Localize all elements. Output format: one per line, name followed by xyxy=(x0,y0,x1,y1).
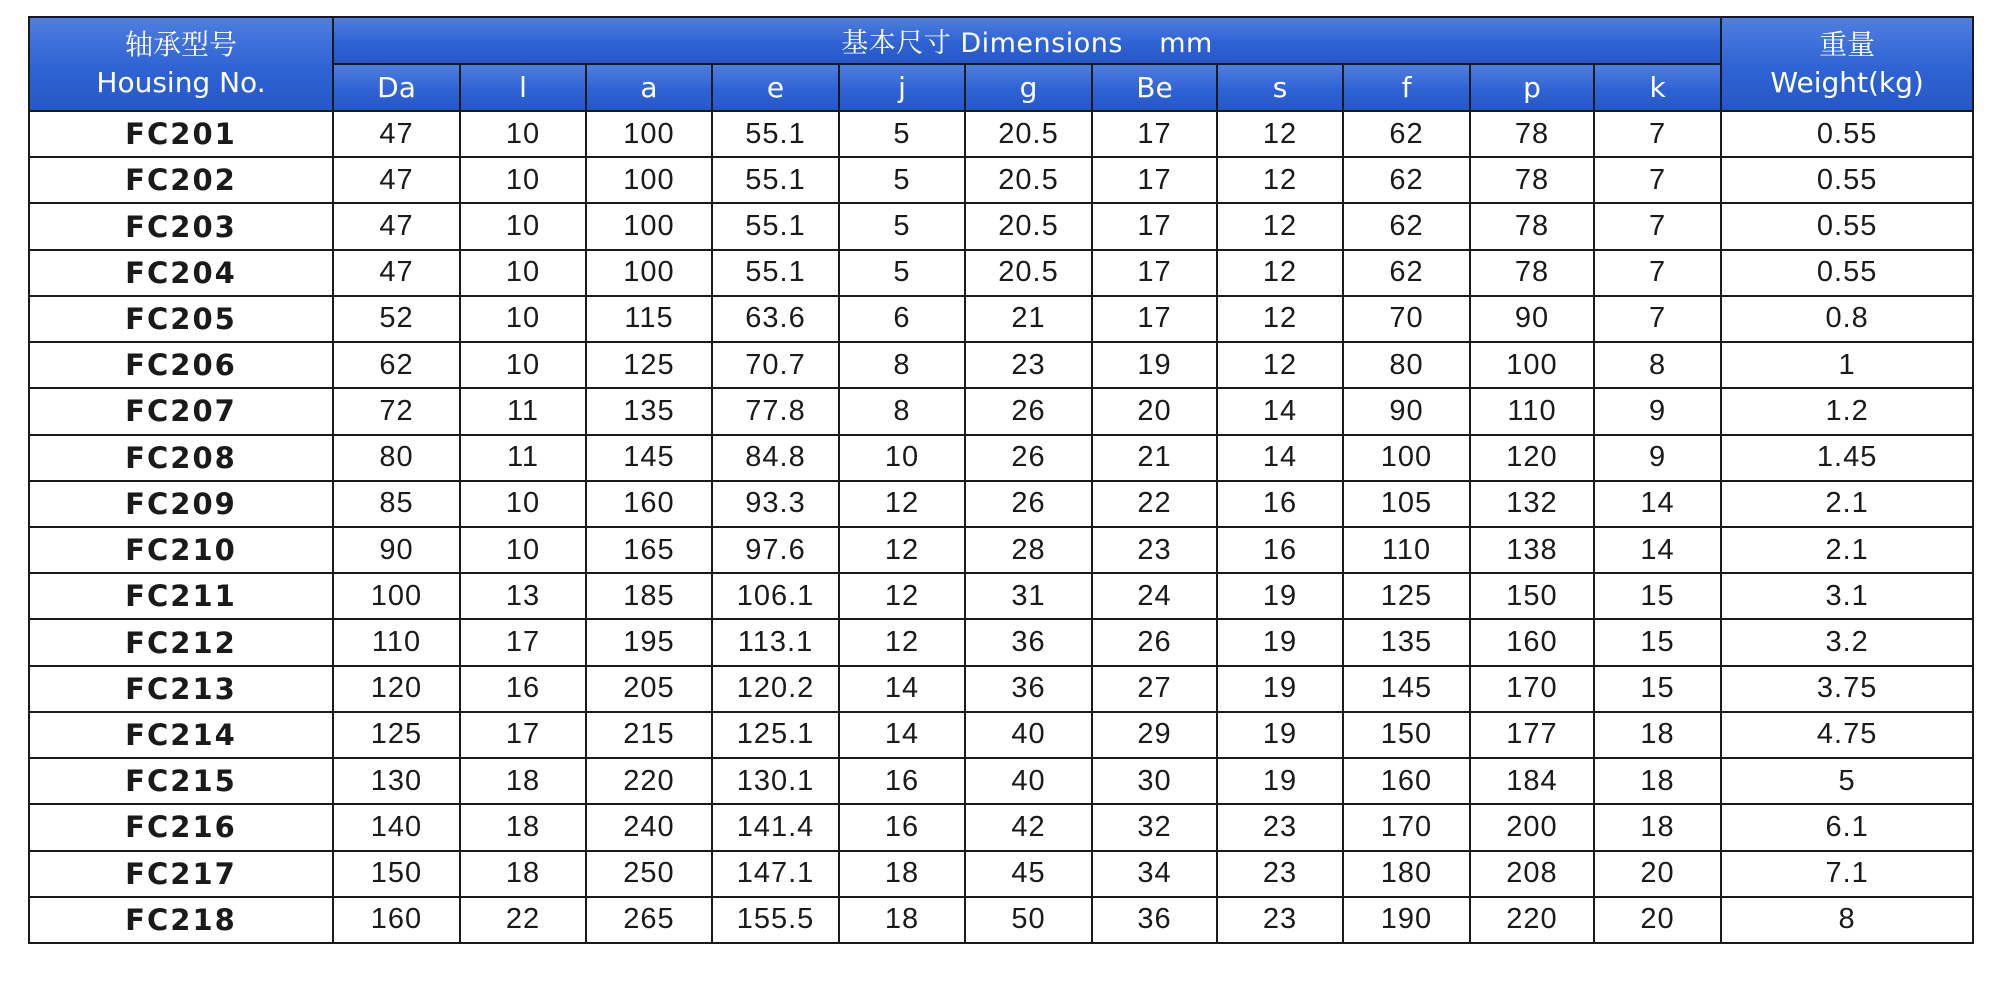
dimension-cell-da: 100 xyxy=(333,573,460,619)
dimension-cell-da: 85 xyxy=(333,481,460,527)
table-row xyxy=(29,157,1973,203)
dimension-cell-l: 13 xyxy=(460,573,586,619)
table-row xyxy=(29,203,1973,249)
table-header xyxy=(29,17,1973,111)
dimension-cell-p: 132 xyxy=(1470,481,1594,527)
dimension-cell-s: 23 xyxy=(1217,897,1343,943)
dimension-cell-g: 40 xyxy=(965,758,1092,804)
dimension-cell-be: 19 xyxy=(1092,342,1217,388)
dimension-cell-k: 20 xyxy=(1594,897,1721,943)
dimension-cell-f: 100 xyxy=(1343,435,1470,481)
dimension-cell-g: 40 xyxy=(965,712,1092,758)
housing-header-en: Housing No. xyxy=(96,66,266,99)
dimension-cell-s: 16 xyxy=(1217,481,1343,527)
dimension-cell-j: 18 xyxy=(839,897,965,943)
dimension-cell-k: 14 xyxy=(1594,527,1721,573)
dimension-cell-p: 90 xyxy=(1470,296,1594,342)
dimension-cell-da: 52 xyxy=(333,296,460,342)
housing-number-cell: FC206 xyxy=(29,342,333,388)
dimension-cell-f: 110 xyxy=(1343,527,1470,573)
dimension-cell-l: 10 xyxy=(460,111,586,157)
table-row xyxy=(29,481,1973,527)
dimension-cell-k: 7 xyxy=(1594,296,1721,342)
dimension-cell-da: 130 xyxy=(333,758,460,804)
dimension-cell-l: 10 xyxy=(460,250,586,296)
dimension-cell-be: 27 xyxy=(1092,666,1217,712)
housing-number-cell: FC205 xyxy=(29,296,333,342)
dimension-cell-p: 170 xyxy=(1470,666,1594,712)
table-row xyxy=(29,666,1973,712)
dimension-cell-a: 250 xyxy=(586,851,712,897)
dimension-cell-g: 26 xyxy=(965,388,1092,434)
housing-number-cell: FC211 xyxy=(29,573,333,619)
dimension-cell-l: 11 xyxy=(460,435,586,481)
dimension-cell-s: 12 xyxy=(1217,203,1343,249)
dimension-cell-g: 42 xyxy=(965,804,1092,850)
dimension-cell-k: 18 xyxy=(1594,758,1721,804)
table-row xyxy=(29,342,1973,388)
dimension-cell-a: 215 xyxy=(586,712,712,758)
dimension-cell-l: 10 xyxy=(460,342,586,388)
weight-header-en: Weight(kg) xyxy=(1770,66,1924,99)
dimension-cell-p: 150 xyxy=(1470,573,1594,619)
dimension-cell-k: 18 xyxy=(1594,712,1721,758)
dimension-cell-e: 113.1 xyxy=(712,619,839,665)
dimension-cell-e: 55.1 xyxy=(712,157,839,203)
dimension-cell-g: 50 xyxy=(965,897,1092,943)
dimension-cell-p: 220 xyxy=(1470,897,1594,943)
dimension-cell-s: 23 xyxy=(1217,804,1343,850)
dimension-cell-be: 17 xyxy=(1092,296,1217,342)
housing-number-cell: FC208 xyxy=(29,435,333,481)
table-row xyxy=(29,296,1973,342)
dimension-cell-j: 5 xyxy=(839,250,965,296)
dimension-cell-l: 10 xyxy=(460,527,586,573)
dimension-cell-s: 19 xyxy=(1217,666,1343,712)
dimension-cell-l: 18 xyxy=(460,851,586,897)
dimension-cell-da: 120 xyxy=(333,666,460,712)
housing-number-cell: FC214 xyxy=(29,712,333,758)
housing-number-cell: FC212 xyxy=(29,619,333,665)
dimension-cell-f: 190 xyxy=(1343,897,1470,943)
dimension-cell-s: 12 xyxy=(1217,157,1343,203)
dimension-cell-be: 29 xyxy=(1092,712,1217,758)
dimension-cell-da: 160 xyxy=(333,897,460,943)
dimension-cell-j: 18 xyxy=(839,851,965,897)
dimension-cell-da: 140 xyxy=(333,804,460,850)
dimension-cell-p: 200 xyxy=(1470,804,1594,850)
housing-number-cell: FC209 xyxy=(29,481,333,527)
weight-cell: 0.55 xyxy=(1721,203,1973,249)
dimension-cell-j: 5 xyxy=(839,157,965,203)
column-header-a: a xyxy=(586,64,712,111)
column-header-da: Da xyxy=(333,64,460,111)
dimension-cell-a: 185 xyxy=(586,573,712,619)
dimension-cell-g: 21 xyxy=(965,296,1092,342)
dimension-cell-j: 14 xyxy=(839,666,965,712)
dimension-cell-s: 16 xyxy=(1217,527,1343,573)
dimension-cell-da: 90 xyxy=(333,527,460,573)
dimension-cell-l: 10 xyxy=(460,157,586,203)
dimension-cell-da: 47 xyxy=(333,111,460,157)
dimension-cell-k: 7 xyxy=(1594,250,1721,296)
dimension-cell-g: 20.5 xyxy=(965,157,1092,203)
housing-number-cell: FC216 xyxy=(29,804,333,850)
dimension-cell-k: 9 xyxy=(1594,388,1721,434)
weight-cell: 1.45 xyxy=(1721,435,1973,481)
dimension-cell-g: 26 xyxy=(965,435,1092,481)
column-header-j: j xyxy=(839,64,965,111)
dimension-cell-be: 26 xyxy=(1092,619,1217,665)
dimension-cell-k: 15 xyxy=(1594,573,1721,619)
dimensions-header: 基本尺寸 Dimensions mm xyxy=(333,17,1721,64)
dimension-cell-f: 90 xyxy=(1343,388,1470,434)
dimension-cell-e: 55.1 xyxy=(712,250,839,296)
dimension-cell-a: 100 xyxy=(586,157,712,203)
dimension-cell-k: 7 xyxy=(1594,203,1721,249)
dimension-cell-g: 26 xyxy=(965,481,1092,527)
dimension-cell-k: 15 xyxy=(1594,666,1721,712)
dimension-cell-j: 5 xyxy=(839,111,965,157)
dimension-cell-k: 9 xyxy=(1594,435,1721,481)
weight-cell: 2.1 xyxy=(1721,527,1973,573)
dimension-cell-l: 10 xyxy=(460,296,586,342)
dimension-cell-j: 12 xyxy=(839,619,965,665)
dimension-cell-p: 184 xyxy=(1470,758,1594,804)
housing-number-cell: FC207 xyxy=(29,388,333,434)
weight-cell: 0.55 xyxy=(1721,111,1973,157)
table-row xyxy=(29,388,1973,434)
dimension-cell-l: 16 xyxy=(460,666,586,712)
dimension-cell-f: 135 xyxy=(1343,619,1470,665)
dimension-cell-j: 12 xyxy=(839,527,965,573)
dimension-cell-e: 120.2 xyxy=(712,666,839,712)
dimension-cell-p: 138 xyxy=(1470,527,1594,573)
weight-cell: 4.75 xyxy=(1721,712,1973,758)
dimension-cell-a: 195 xyxy=(586,619,712,665)
dimension-cell-k: 8 xyxy=(1594,342,1721,388)
dimension-cell-p: 160 xyxy=(1470,619,1594,665)
column-header-f: f xyxy=(1343,64,1470,111)
dimension-cell-j: 16 xyxy=(839,804,965,850)
dimension-cell-e: 141.4 xyxy=(712,804,839,850)
weight-cell: 3.75 xyxy=(1721,666,1973,712)
dimension-cell-f: 80 xyxy=(1343,342,1470,388)
dimension-cell-j: 14 xyxy=(839,712,965,758)
dimension-cell-f: 160 xyxy=(1343,758,1470,804)
dimension-cell-p: 78 xyxy=(1470,111,1594,157)
housing-number-cell: FC203 xyxy=(29,203,333,249)
dimension-cell-l: 10 xyxy=(460,203,586,249)
weight-cell: 1 xyxy=(1721,342,1973,388)
weight-cell: 0.55 xyxy=(1721,157,1973,203)
dimension-cell-k: 14 xyxy=(1594,481,1721,527)
column-header-p: p xyxy=(1470,64,1594,111)
dimension-cell-p: 78 xyxy=(1470,203,1594,249)
dimension-cell-f: 150 xyxy=(1343,712,1470,758)
table-row xyxy=(29,897,1973,943)
dimension-cell-j: 12 xyxy=(839,481,965,527)
dimension-cell-j: 10 xyxy=(839,435,965,481)
dimension-cell-be: 20 xyxy=(1092,388,1217,434)
dimension-cell-da: 47 xyxy=(333,250,460,296)
dimension-cell-s: 14 xyxy=(1217,388,1343,434)
table-row xyxy=(29,111,1973,157)
column-header-e: e xyxy=(712,64,839,111)
dimension-cell-be: 23 xyxy=(1092,527,1217,573)
dimension-cell-j: 12 xyxy=(839,573,965,619)
dimension-cell-e: 155.5 xyxy=(712,897,839,943)
dimension-cell-a: 165 xyxy=(586,527,712,573)
dimension-cell-s: 12 xyxy=(1217,111,1343,157)
dimension-cell-k: 20 xyxy=(1594,851,1721,897)
dimension-cell-s: 19 xyxy=(1217,573,1343,619)
dimension-cell-be: 22 xyxy=(1092,481,1217,527)
weight-cell: 7.1 xyxy=(1721,851,1973,897)
dimension-cell-e: 77.8 xyxy=(712,388,839,434)
dimension-cell-e: 84.8 xyxy=(712,435,839,481)
dimension-cell-s: 12 xyxy=(1217,250,1343,296)
dimension-cell-s: 14 xyxy=(1217,435,1343,481)
dimension-cell-e: 147.1 xyxy=(712,851,839,897)
dimension-cell-s: 23 xyxy=(1217,851,1343,897)
table-row xyxy=(29,573,1973,619)
dimension-cell-f: 180 xyxy=(1343,851,1470,897)
dimension-cell-e: 106.1 xyxy=(712,573,839,619)
table-row xyxy=(29,435,1973,481)
dimension-cell-be: 17 xyxy=(1092,250,1217,296)
housing-number-cell: FC201 xyxy=(29,111,333,157)
dimension-cell-be: 17 xyxy=(1092,157,1217,203)
dimension-cell-l: 17 xyxy=(460,712,586,758)
weight-cell: 2.1 xyxy=(1721,481,1973,527)
dimension-cell-p: 100 xyxy=(1470,342,1594,388)
weight-header-cell xyxy=(1721,17,1973,111)
column-header-be: Be xyxy=(1092,64,1217,111)
dimension-cell-s: 19 xyxy=(1217,619,1343,665)
dimension-cell-f: 105 xyxy=(1343,481,1470,527)
housing-number-cell: FC215 xyxy=(29,758,333,804)
table-row xyxy=(29,804,1973,850)
dimension-cell-e: 55.1 xyxy=(712,203,839,249)
dimension-cell-p: 177 xyxy=(1470,712,1594,758)
dimension-cell-l: 18 xyxy=(460,758,586,804)
housing-number-cell: FC202 xyxy=(29,157,333,203)
dimension-cell-a: 265 xyxy=(586,897,712,943)
dimension-cell-p: 208 xyxy=(1470,851,1594,897)
dimension-cell-f: 145 xyxy=(1343,666,1470,712)
table-row xyxy=(29,619,1973,665)
dimension-cell-a: 220 xyxy=(586,758,712,804)
dimension-cell-l: 11 xyxy=(460,388,586,434)
dimension-cell-e: 125.1 xyxy=(712,712,839,758)
weight-cell: 0.8 xyxy=(1721,296,1973,342)
dimension-cell-da: 80 xyxy=(333,435,460,481)
dimension-cell-g: 45 xyxy=(965,851,1092,897)
dimension-cell-e: 70.7 xyxy=(712,342,839,388)
dimension-cell-a: 135 xyxy=(586,388,712,434)
dimension-cell-l: 22 xyxy=(460,897,586,943)
dimension-cell-s: 19 xyxy=(1217,758,1343,804)
dimension-cell-l: 17 xyxy=(460,619,586,665)
dimension-cell-p: 78 xyxy=(1470,157,1594,203)
dimension-cell-g: 20.5 xyxy=(965,111,1092,157)
dimension-cell-j: 8 xyxy=(839,388,965,434)
table-row xyxy=(29,712,1973,758)
dimension-cell-da: 47 xyxy=(333,203,460,249)
dimension-cell-a: 100 xyxy=(586,203,712,249)
dimension-cell-g: 36 xyxy=(965,619,1092,665)
dimension-cell-be: 36 xyxy=(1092,897,1217,943)
housing-number-cell: FC204 xyxy=(29,250,333,296)
dimension-cell-j: 5 xyxy=(839,203,965,249)
housing-header-cn: 轴承型号 xyxy=(124,28,237,61)
dimension-cell-be: 21 xyxy=(1092,435,1217,481)
dimension-cell-f: 62 xyxy=(1343,250,1470,296)
dimension-cell-p: 110 xyxy=(1470,388,1594,434)
table-row xyxy=(29,758,1973,804)
dimension-cell-j: 8 xyxy=(839,342,965,388)
dimension-cell-f: 62 xyxy=(1343,111,1470,157)
housing-header-cell xyxy=(29,17,333,111)
weight-cell: 0.55 xyxy=(1721,250,1973,296)
dimension-cell-k: 7 xyxy=(1594,111,1721,157)
dimension-cell-l: 10 xyxy=(460,481,586,527)
dimension-cell-a: 160 xyxy=(586,481,712,527)
dimension-cell-e: 63.6 xyxy=(712,296,839,342)
weight-cell: 3.2 xyxy=(1721,619,1973,665)
dimension-cell-j: 6 xyxy=(839,296,965,342)
dimension-cell-k: 15 xyxy=(1594,619,1721,665)
table-row xyxy=(29,527,1973,573)
housing-number-cell: FC210 xyxy=(29,527,333,573)
dimension-cell-s: 19 xyxy=(1217,712,1343,758)
weight-cell: 3.1 xyxy=(1721,573,1973,619)
dimension-cell-a: 100 xyxy=(586,250,712,296)
dimension-cell-g: 20.5 xyxy=(965,250,1092,296)
dimension-cell-a: 240 xyxy=(586,804,712,850)
dimension-cell-da: 125 xyxy=(333,712,460,758)
dimension-cell-a: 100 xyxy=(586,111,712,157)
column-header-s: s xyxy=(1217,64,1343,111)
dimension-cell-g: 36 xyxy=(965,666,1092,712)
dimension-cell-f: 170 xyxy=(1343,804,1470,850)
dimension-cell-be: 32 xyxy=(1092,804,1217,850)
dimension-cell-be: 34 xyxy=(1092,851,1217,897)
column-header-k: k xyxy=(1594,64,1721,111)
table-row xyxy=(29,851,1973,897)
dimension-cell-e: 97.6 xyxy=(712,527,839,573)
dimension-cell-da: 150 xyxy=(333,851,460,897)
dimension-cell-be: 24 xyxy=(1092,573,1217,619)
table-row xyxy=(29,250,1973,296)
dimension-cell-f: 62 xyxy=(1343,203,1470,249)
dimension-cell-a: 115 xyxy=(586,296,712,342)
weight-cell: 1.2 xyxy=(1721,388,1973,434)
dimension-cell-j: 16 xyxy=(839,758,965,804)
dimension-cell-l: 18 xyxy=(460,804,586,850)
dimension-cell-da: 72 xyxy=(333,388,460,434)
dimension-cell-p: 120 xyxy=(1470,435,1594,481)
dimension-cell-a: 205 xyxy=(586,666,712,712)
dimension-cell-da: 47 xyxy=(333,157,460,203)
weight-cell: 6.1 xyxy=(1721,804,1973,850)
weight-cell: 5 xyxy=(1721,758,1973,804)
bearing-spec-table xyxy=(28,16,1974,944)
dimension-cell-a: 125 xyxy=(586,342,712,388)
weight-header-cn: 重量 xyxy=(1819,28,1876,61)
dimension-cell-da: 110 xyxy=(333,619,460,665)
dimension-cell-be: 30 xyxy=(1092,758,1217,804)
dimension-cell-p: 78 xyxy=(1470,250,1594,296)
dimension-cell-k: 18 xyxy=(1594,804,1721,850)
column-header-l: l xyxy=(460,64,586,111)
dimension-cell-s: 12 xyxy=(1217,296,1343,342)
dimension-cell-be: 17 xyxy=(1092,203,1217,249)
table-body xyxy=(29,111,1973,943)
column-header-g: g xyxy=(965,64,1092,111)
dimension-cell-g: 28 xyxy=(965,527,1092,573)
housing-number-cell: FC218 xyxy=(29,897,333,943)
dimension-cell-g: 31 xyxy=(965,573,1092,619)
dimension-cell-s: 12 xyxy=(1217,342,1343,388)
dimension-cell-e: 55.1 xyxy=(712,111,839,157)
housing-number-cell: FC213 xyxy=(29,666,333,712)
housing-number-cell: FC217 xyxy=(29,851,333,897)
dimension-cell-f: 125 xyxy=(1343,573,1470,619)
dimension-cell-f: 70 xyxy=(1343,296,1470,342)
dimension-cell-be: 17 xyxy=(1092,111,1217,157)
dimension-cell-a: 145 xyxy=(586,435,712,481)
dimension-cell-k: 7 xyxy=(1594,157,1721,203)
dimension-cell-g: 20.5 xyxy=(965,203,1092,249)
dimension-cell-f: 62 xyxy=(1343,157,1470,203)
dimension-cell-da: 62 xyxy=(333,342,460,388)
dimension-cell-e: 93.3 xyxy=(712,481,839,527)
dimension-cell-g: 23 xyxy=(965,342,1092,388)
weight-cell: 8 xyxy=(1721,897,1973,943)
dimension-cell-e: 130.1 xyxy=(712,758,839,804)
